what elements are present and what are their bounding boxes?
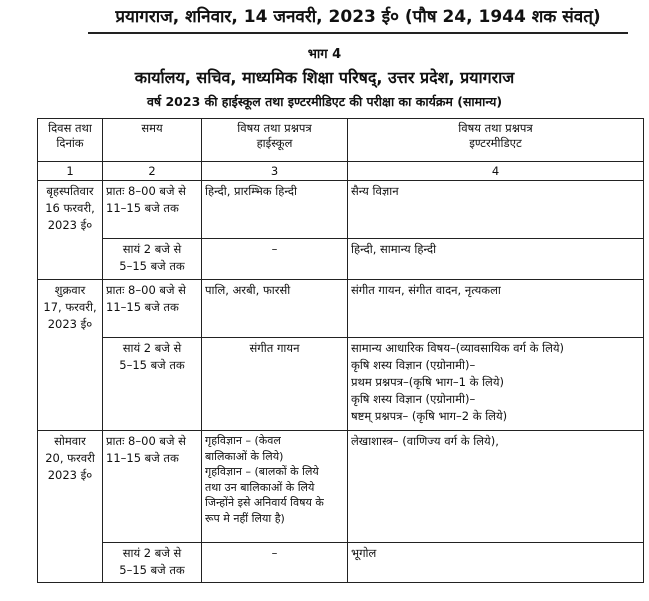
time-cell: सायं 2 बजे से 5–15 बजे तक: [103, 338, 202, 431]
intermediate-subject-cell: लेखाशास्त्र– (वाणिज्य वर्ग के लिये),: [348, 431, 644, 543]
intermediate-subject-cell: हिन्दी, सामान्य हिन्दी: [348, 239, 644, 280]
column-number: 2: [103, 162, 202, 181]
table-row: [38, 280, 644, 338]
highschool-subject-cell: –: [202, 239, 348, 280]
part-label: भाग 4: [307, 47, 342, 62]
day-date-cell: बृहस्पतिवार 16 फरवरी, 2023 ई०: [38, 181, 103, 280]
column-number: 1: [38, 162, 103, 181]
header-time: समय: [103, 119, 202, 162]
column-number: 3: [202, 162, 348, 181]
table-row: [38, 543, 644, 583]
highschool-subject-cell: –: [202, 543, 348, 583]
highschool-subject-cell: संगीत गायन: [202, 338, 348, 431]
time-cell: सायं 2 बजे से 5–15 बजे तक: [103, 543, 202, 583]
highschool-subject-cell: हिन्दी, प्रारम्भिक हिन्दी: [202, 181, 348, 239]
highschool-subject-cell: गृहविज्ञान – (केवल बालिकाओं के लिये) गृहविज्ञान – (बालकों के लिये तथा उन बालिकाओं के लिये जिन्होंने इसे अनिवार्य विषय के रूप मे नहीं लिया है): [202, 431, 348, 543]
header-intermediate: विषय तथा प्रश्नपत्र इण्टरमीडिएट: [348, 119, 644, 162]
gazette-header: प्रयागराज, शनिवार, 14 जनवरी, 2023 ई० (पौष 24, 1944 शक संवत्): [88, 4, 628, 34]
header-highschool: विषय तथा प्रश्नपत्र हाईस्कूल: [202, 119, 348, 162]
exam-schedule-subtitle: वर्ष 2023 की हाईस्कूल तथा इण्टरमीडिएट की परीक्षा का कार्यक्रम (सामान्य): [146, 94, 503, 109]
exam-schedule-table: [37, 118, 644, 583]
intermediate-subject-cell: भूगोल: [348, 543, 644, 583]
table-row: [38, 431, 644, 543]
intermediate-subject-cell: सैन्य विज्ञान: [348, 181, 644, 239]
intermediate-subject-cell: संगीत गायन, संगीत वादन, नृत्यकला: [348, 280, 644, 338]
table-row: [38, 181, 644, 239]
day-date-cell: शुक्रवार 17, फरवरी, 2023 ई०: [38, 280, 103, 431]
time-cell: प्रातः 8–00 बजे से 11–15 बजे तक: [103, 181, 202, 239]
highschool-subject-cell: पालि, अरबी, फारसी: [202, 280, 348, 338]
time-cell: सायं 2 बजे से 5–15 बजे तक: [103, 239, 202, 280]
time-cell: प्रातः 8–00 बजे से 11–15 बजे तक: [103, 280, 202, 338]
office-title: कार्यालय, सचिव, माध्यमिक शिक्षा परिषद्, उत्तर प्रदेश, प्रयागराज: [134, 68, 515, 87]
intermediate-subject-cell: सामान्य आधारिक विषय–(व्यावसायिक वर्ग के लिये) कृषि शस्य विज्ञान (एग्रोनामी)– प्रथम प्रश्नपत्र–(कृषि भाग–1 के लिये) कृषि शस्य विज्ञान (एग्रोनामी)– षष्टम् प्रश्नपत्र– (कृषि भाग–2 के लिये): [348, 338, 644, 431]
column-number-row: [38, 162, 644, 181]
table-row: [38, 338, 644, 431]
time-cell: प्रातः 8–00 बजे से 11–15 बजे तक: [103, 431, 202, 543]
table-row: [38, 239, 644, 280]
table-header-row: [38, 119, 644, 162]
header-day-date: दिवस तथा दिनांक: [38, 119, 103, 162]
column-number: 4: [348, 162, 644, 181]
day-date-cell: सोमवार 20, फरवरी 2023 ई०: [38, 431, 103, 583]
